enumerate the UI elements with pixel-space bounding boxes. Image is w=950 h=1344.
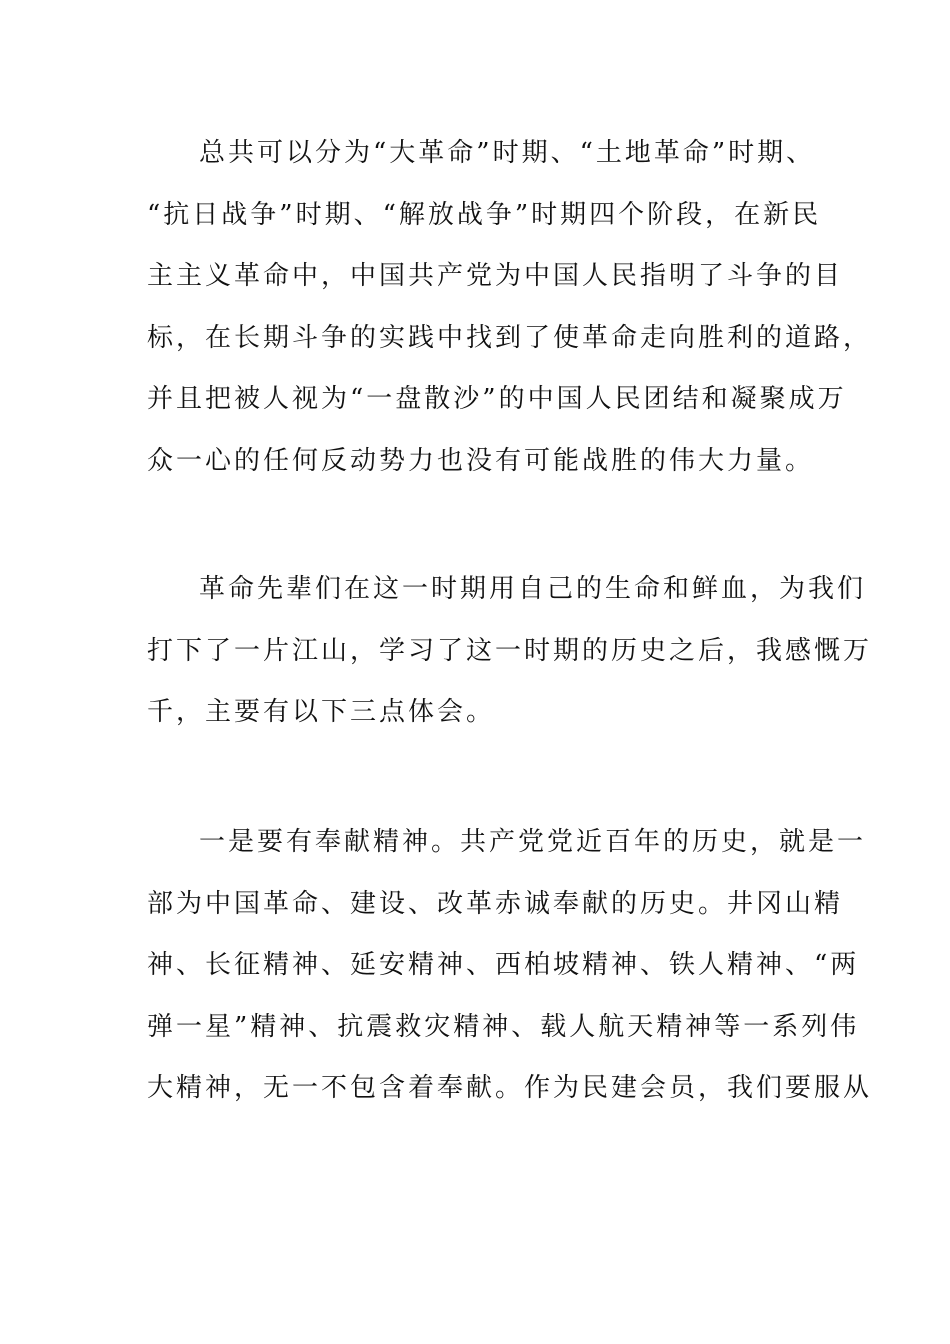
paragraph-line: 总共可以分为“大革命”时期、“土地革命”时期、 [199, 138, 816, 168]
paragraph-line: 主主义革命中，中国共产党为中国人民指明了斗争的目 [147, 261, 844, 291]
paragraph-line: 一是要有奉献精神。共产党党近百年的历史，就是一 [199, 827, 867, 857]
paragraph-line: 并且把被人视为“一盘散沙”的中国人民团结和凝聚成万 [147, 384, 847, 414]
paragraph-line: “抗日战争”时期、“解放战争”时期四个阶段，在新民 [147, 199, 822, 230]
paragraph-dedication-spirit [147, 826, 873, 1134]
paragraph-line: 打下了一片江山，学习了这一时期的历史之后，我感慨万 [147, 635, 873, 666]
paragraph-line: 标，在长期斗争的实践中找到了使革命走向胜利的道路， [147, 322, 873, 353]
paragraph-revolution-periods [147, 137, 873, 506]
paragraph-line: 众一心的任何反动势力也没有可能战胜的伟大力量。 [147, 445, 815, 476]
paragraph-line: 千，主要有以下三点体会。 [147, 697, 496, 727]
paragraph-line: 革命先辈们在这一时期用自己的生命和鲜血，为我们 [199, 574, 867, 604]
paragraph-line: 弹一星”精神、抗震救灾精神、载人航天精神等一系列伟 [147, 1011, 860, 1042]
paragraph-reflections [147, 573, 873, 758]
paragraph-line: 大精神，无一不包含着奉献。作为民建会员，我们要服从 [147, 1073, 873, 1103]
paragraph-line: 部为中国革命、建设、改革赤诚奉献的历史。井冈山精 [147, 888, 844, 919]
paragraph-line: 神、长征精神、延安精神、西柏坡精神、铁人精神、“两 [147, 950, 860, 980]
